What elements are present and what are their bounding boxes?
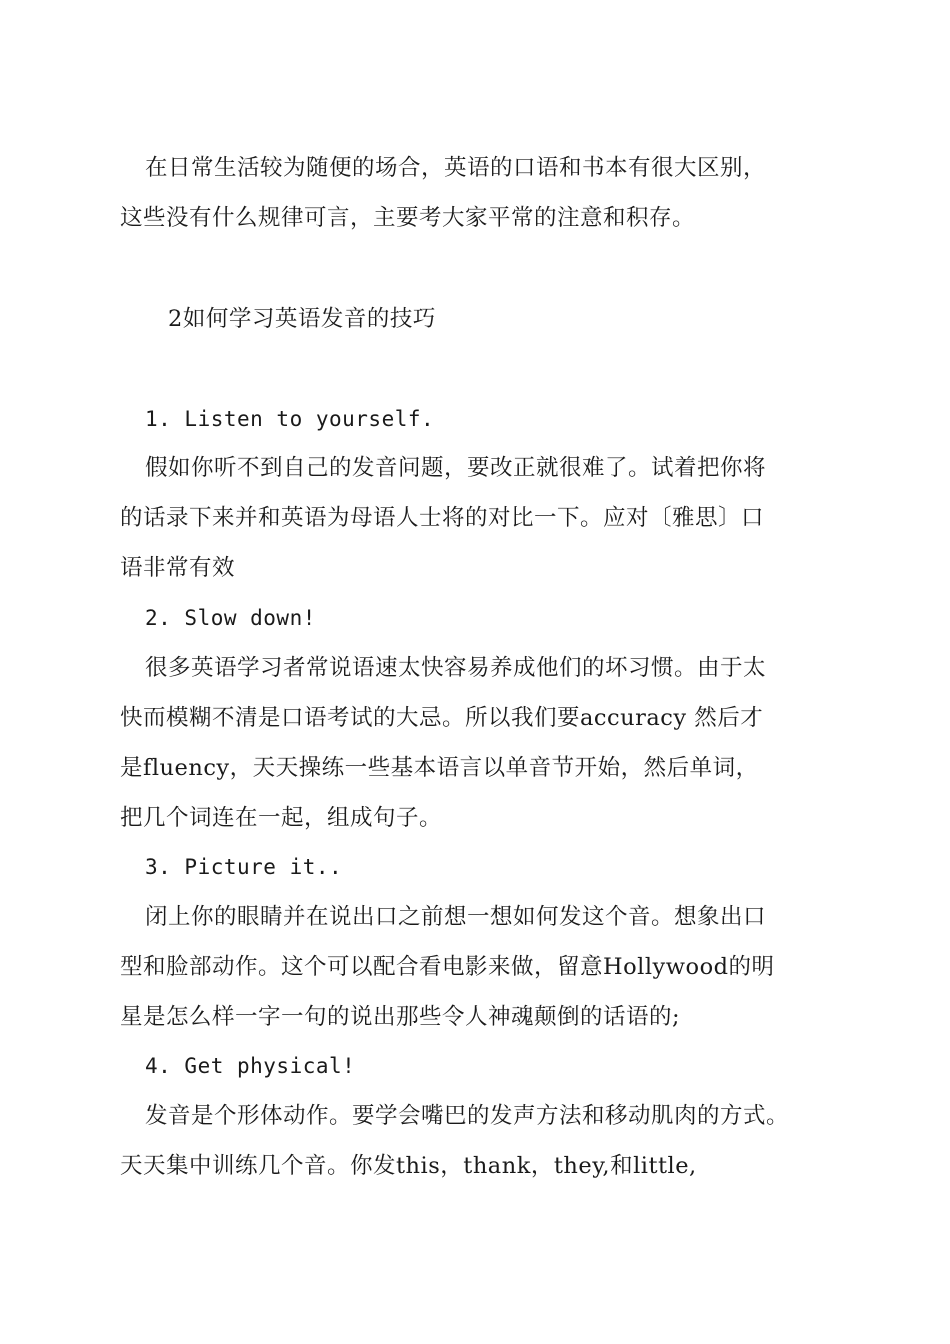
tip-3-heading: 3. Picture it..: [145, 855, 343, 879]
tip-3-line-1: 闭上你的眼睛并在说出口之前想一想如何发这个音。想象出口: [145, 904, 767, 930]
tip-2-line-4: 把几个词连在一起，组成句子。: [120, 805, 443, 831]
tip-4-line-2: 天天集中训练几个音。你发this，thank，they,和little,: [120, 1153, 697, 1179]
tip-2-line-2: 快而模糊不清是口语考试的大忌。所以我们要accuracy 然后才: [120, 705, 764, 731]
tip-1-line-1: 假如你听不到自己的发音问题，要改正就很难了。试着把你将: [145, 455, 767, 481]
tip-2-heading: 2. Slow down!: [145, 606, 316, 630]
tip-4-heading: 4. Get physical!: [145, 1054, 356, 1078]
tip-1-line-2: 的话录下来并和英语为母语人士将的对比一下。应对〔雅思〕口: [120, 505, 765, 531]
intro-line-1: 在日常生活较为随便的场合，英语的口语和书本有很大区别，: [145, 155, 767, 181]
intro-line-2: 这些没有什么规律可言，主要考大家平常的注意和积存。: [120, 205, 696, 231]
tip-4-line-1: 发音是个形体动作。要学会嘴巴的发声方法和移动肌肉的方式。: [145, 1103, 790, 1129]
tip-3-line-2: 型和脸部动作。这个可以配合看电影来做，留意Hollywood的明: [120, 954, 775, 980]
section-title: 2如何学习英语发音的技巧: [168, 306, 436, 332]
tip-3-line-3: 星是怎么样一字一句的说出那些令人神魂颠倒的话语的;: [120, 1004, 681, 1030]
tip-1-heading: 1. Listen to yourself.: [145, 407, 435, 431]
tip-2-line-3: 是fluency，天天操练一些基本语言以单音节开始，然后单词，: [120, 755, 759, 781]
tip-2-line-1: 很多英语学习者常说语速太快容易养成他们的坏习惯。由于太: [145, 655, 767, 681]
tip-1-line-3: 语非常有效: [120, 555, 236, 581]
